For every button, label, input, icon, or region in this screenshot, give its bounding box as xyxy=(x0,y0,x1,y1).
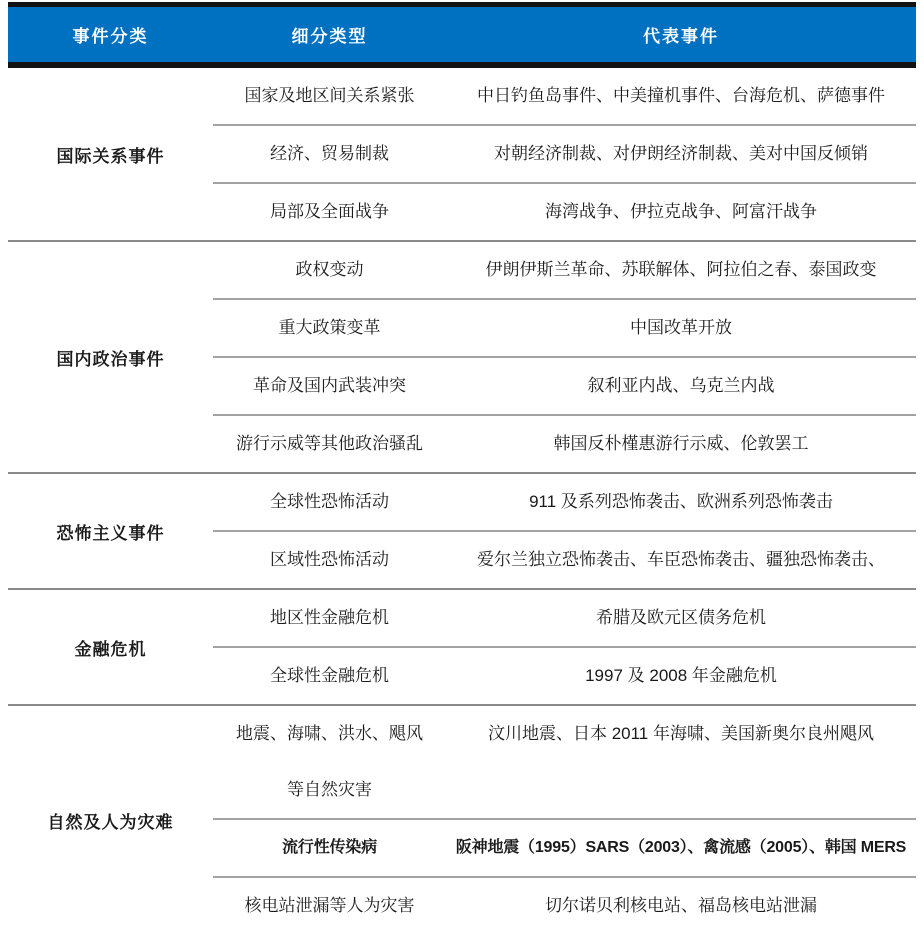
subtype-line: 全球性恐怖活动 xyxy=(270,491,389,511)
subtype-cell xyxy=(213,242,446,298)
category-cell: 国内政治事件 xyxy=(56,349,165,369)
subtype-line: 政权变动 xyxy=(295,259,364,279)
events-cell: 汶川地震、日本 2011 年海啸、美国新奥尔良州飓风 xyxy=(487,723,874,743)
events-cell: 切尔诺贝利核电站、福岛核电站泄漏 xyxy=(545,895,817,915)
subrows-container xyxy=(213,474,916,588)
table-row xyxy=(213,182,916,240)
category-group xyxy=(8,704,916,934)
events-cell: 阪神地震（1995）SARS（2003）、禽流感（2005）、韩国 MERS xyxy=(455,839,907,857)
table-row xyxy=(213,818,916,876)
category-cell: 国际关系事件 xyxy=(56,146,165,166)
events-cell: 希腊及欧元区债务危机 xyxy=(596,607,766,627)
category-group xyxy=(8,588,916,704)
subtype-line: 地震、海啸、洪水、飓风 xyxy=(236,723,423,743)
subrows-container xyxy=(213,706,916,934)
table-row xyxy=(213,706,916,818)
table-row xyxy=(213,530,916,588)
header-col-events: 代表事件 xyxy=(643,27,719,46)
table-row xyxy=(213,68,916,124)
subtype-line: 经济、贸易制裁 xyxy=(270,143,389,163)
table-row xyxy=(213,646,916,704)
subtype-cell xyxy=(213,878,446,934)
subtype-cell xyxy=(213,68,446,124)
category-cell: 自然及人为灾难 xyxy=(47,812,174,832)
table-row xyxy=(213,124,916,182)
table-row xyxy=(213,590,916,646)
subtype-line: 核电站泄漏等人为灾害 xyxy=(244,895,415,915)
subtype-line: 局部及全面战争 xyxy=(270,201,389,221)
subtype-cell xyxy=(213,474,446,530)
table-row xyxy=(213,242,916,298)
subtype-cell xyxy=(213,532,446,588)
events-cell: 1997 及 2008 年金融危机 xyxy=(585,665,777,685)
subtype-cell xyxy=(213,706,446,818)
events-cell: 伊朗伊斯兰革命、苏联解体、阿拉伯之春、泰国政变 xyxy=(485,259,877,279)
subtype-cell xyxy=(213,184,446,240)
events-cell: 对朝经济制裁、对伊朗经济制裁、美对中国反倾销 xyxy=(494,143,868,163)
events-cell: 韩国反朴槿惠游行示威、伦敦罢工 xyxy=(553,433,809,453)
subtype-cell xyxy=(213,300,446,356)
category-cell: 恐怖主义事件 xyxy=(56,523,165,543)
subtype-cell xyxy=(213,590,446,646)
category-group xyxy=(8,68,916,240)
category-group xyxy=(8,240,916,472)
subtype-line: 全球性金融危机 xyxy=(270,665,389,685)
events-cell: 中国改革开放 xyxy=(630,317,732,337)
events-cell: 叙利亚内战、乌克兰内战 xyxy=(587,375,775,395)
subtype-cell xyxy=(213,648,446,704)
subrows-container xyxy=(213,242,916,472)
subtype-cell xyxy=(213,358,446,414)
subrows-container xyxy=(213,68,916,240)
events-cell: 911 及系列恐怖袭击、欧洲系列恐怖袭击 xyxy=(529,491,833,511)
subtype-line: 重大政策变革 xyxy=(278,317,381,337)
subrows-container xyxy=(213,590,916,704)
subtype-line: 地区性金融危机 xyxy=(270,607,389,627)
subtype-line: 游行示威等其他政治骚乱 xyxy=(236,433,423,453)
subtype-line: 国家及地区间关系紧张 xyxy=(244,85,415,105)
header-row xyxy=(8,2,916,68)
table-row xyxy=(213,298,916,356)
subtype-cell xyxy=(213,820,446,876)
table-row xyxy=(213,876,916,934)
events-cell: 爱尔兰独立恐怖袭击、车臣恐怖袭击、疆独恐怖袭击、 xyxy=(477,549,885,569)
subtype-line: 区域性恐怖活动 xyxy=(270,549,389,569)
category-cell: 金融危机 xyxy=(74,639,147,659)
table-row xyxy=(213,474,916,530)
table-body xyxy=(8,68,916,934)
header-col-category: 事件分类 xyxy=(72,27,149,46)
event-classification-table xyxy=(8,2,916,934)
subtype-cell xyxy=(213,416,446,472)
header-col-subtype: 细分类型 xyxy=(291,27,368,46)
subtype-line: 流行性传染病 xyxy=(282,839,377,857)
subtype-line: 革命及国内武装冲突 xyxy=(253,375,406,395)
subtype-line: 等自然灾害 xyxy=(287,779,372,799)
table-row xyxy=(213,414,916,472)
subtype-cell xyxy=(213,126,446,182)
events-cell: 中日钓鱼岛事件、中美撞机事件、台海危机、萨德事件 xyxy=(477,85,885,105)
events-cell: 海湾战争、伊拉克战争、阿富汗战争 xyxy=(545,201,817,221)
table-row xyxy=(213,356,916,414)
category-group xyxy=(8,472,916,588)
